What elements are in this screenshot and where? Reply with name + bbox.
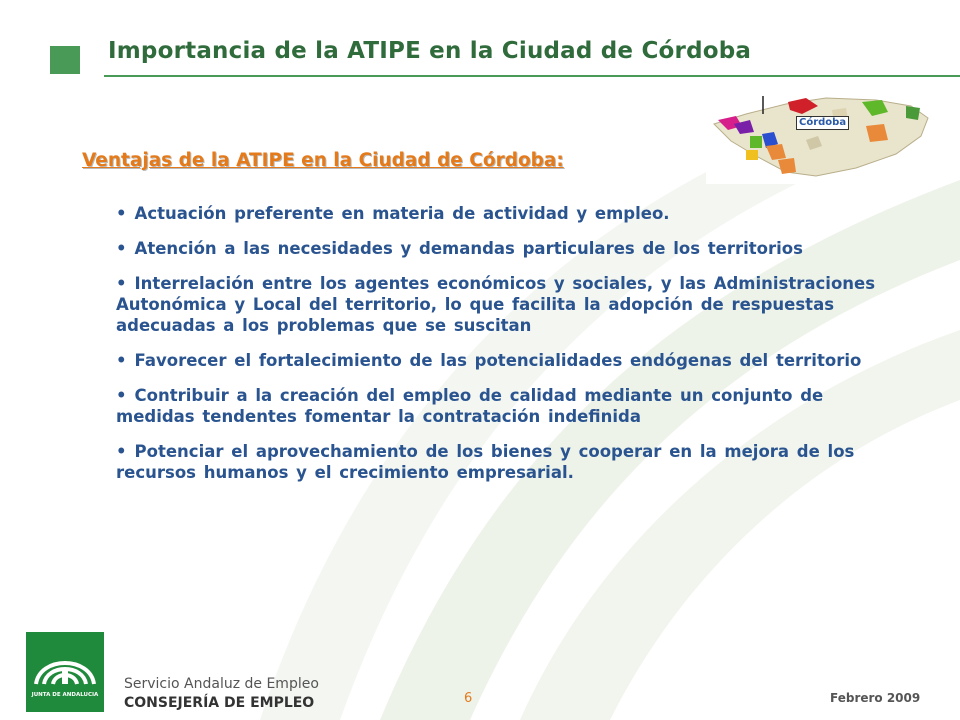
footer-date: Febrero 2009 xyxy=(830,691,921,705)
logo-text: JUNTA DE ANDALUCIA xyxy=(31,692,99,698)
list-item: • Actuación preferente en materia de actividad y empleo. xyxy=(116,203,876,224)
map-label-cordoba: Córdoba xyxy=(796,116,849,130)
andalusia-map xyxy=(706,96,934,184)
logo-arches-icon xyxy=(26,632,104,712)
list-item: • Favorecer el fortalecimiento de las potencialidades endógenas del territorio xyxy=(116,350,876,371)
list-item: • Contribuir a la creación del empleo de calidad mediante un conjunto de medidas tendentes fomentar la contratación indefinida xyxy=(116,385,876,427)
map-regions-graphic xyxy=(706,96,934,184)
list-item: • Atención a las necesidades y demandas particulares de los territorios xyxy=(116,238,876,259)
page-number: 6 xyxy=(464,691,473,706)
org-name-line1: Servicio Andaluz de Empleo xyxy=(124,676,319,692)
org-name-line2: CONSEJERÍA DE EMPLEO xyxy=(124,695,315,711)
section-subtitle: Ventajas de la ATIPE en la Ciudad de Córdoba: xyxy=(82,150,564,171)
title-divider xyxy=(104,75,960,77)
list-item: • Interrelación entre los agentes económicos y sociales, y las Administraciones Autonómica y Local del territorio, lo que facilita la adopción de respuestas adecuadas a los problemas que se suscitan xyxy=(116,273,876,336)
title-accent-square xyxy=(50,46,80,74)
advantages-list xyxy=(116,203,876,497)
junta-andalucia-logo xyxy=(26,632,104,712)
page-title: Importancia de la ATIPE en la Ciudad de Córdoba xyxy=(108,38,752,64)
list-item: • Potenciar el aprovechamiento de los bienes y cooperar en la mejora de los recursos humanos y el crecimiento empresarial. xyxy=(116,441,876,483)
